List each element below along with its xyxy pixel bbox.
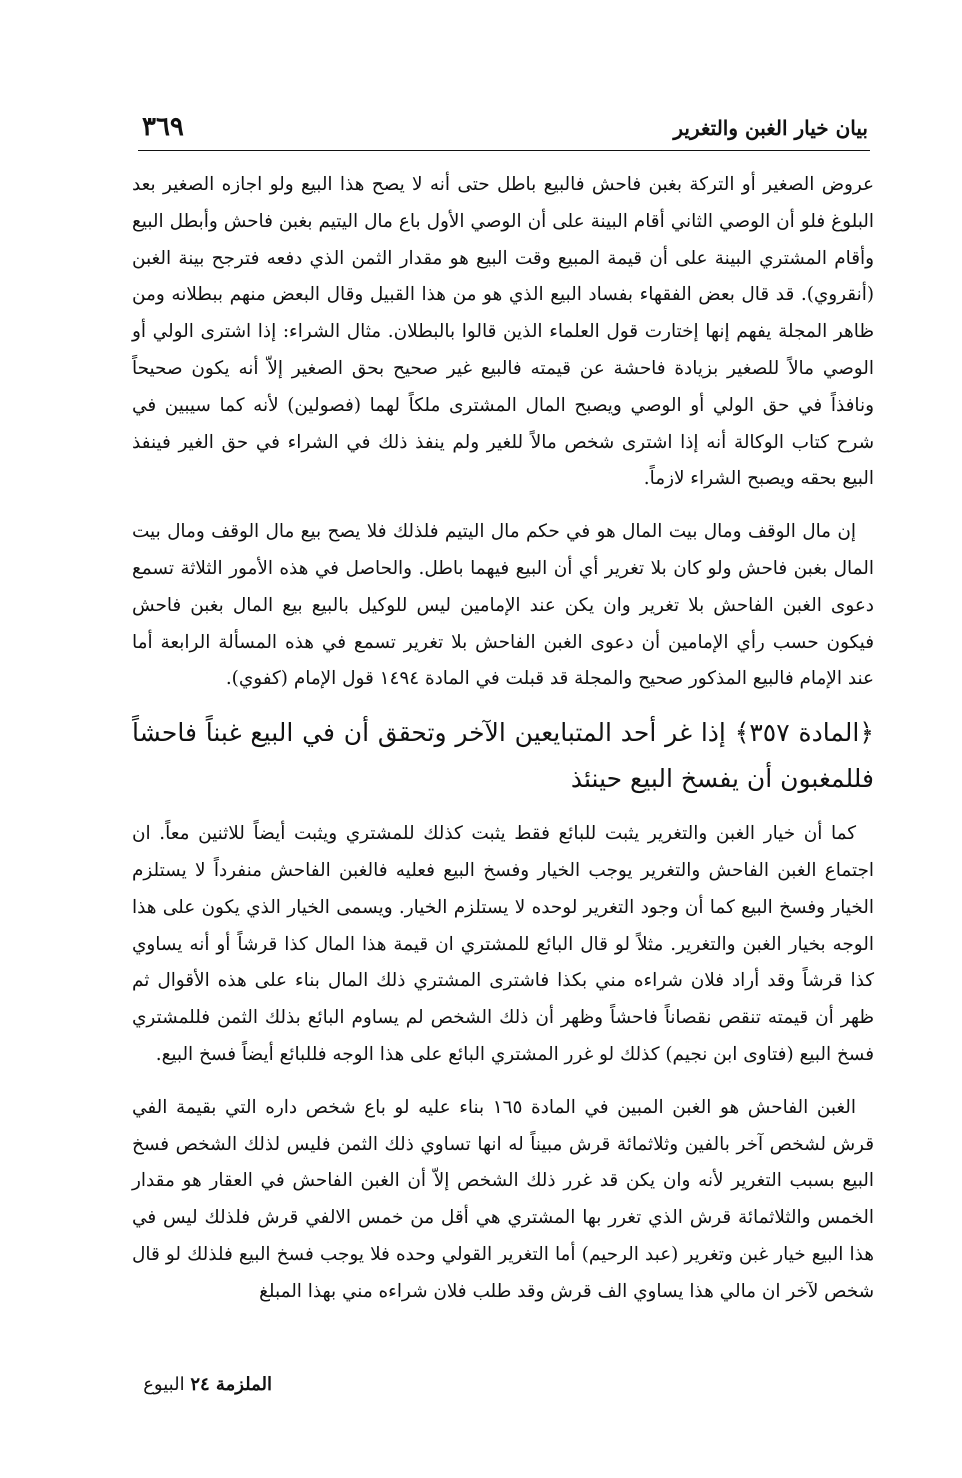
signature-title: البيوع	[143, 1374, 185, 1395]
paragraph-4: الغبن الفاحش هو الغبن المبين في المادة ١٦٥ بناء عليه لو باع شخص داره التي بقيمة الفي قرش لشخص آخر بالفين وثلاثمائة قرش مبيناً له انها تساوي ذلك الثمن فليس لذلك الشخص فسخ البيع بسبب التغرير لأنه وان يكن قد غرر ذلك الشخص إلاّ أن الغبن الفاحش في العقار هو مقدار الخمس والثلاثمائة قرش الذي تغرر بها المشتري هي أقل من خمس الالفي قرش فلذلك ليس في هذا البيع خيار غبن وتغرير (عبد الرحيم) أما التغرير القولي وحده فلا يوجب فسخ البيع فلذلك لو قال شخص لآخر ان مالي هذا يساوي الف قرش وقد طلب فلان شراءه مني بهذا المبلغ	[132, 1096, 874, 1302]
page-footer	[143, 1374, 272, 1395]
header-rule	[138, 150, 870, 151]
page-body	[132, 167, 874, 1311]
article-357-heading: ﴿المادة ٣٥٧﴾ إذا غر أحد المتبايعين الآخر وتحقق أن في البيع غبناً فاحشاً فللمغبون أن يفسخ البيع حينئذ	[132, 718, 874, 794]
signature-label: الملزمة ٢٤	[190, 1374, 272, 1395]
paragraph-2: إن مال الوقف ومال بيت المال هو في حكم مال اليتيم فلذلك فلا يصح بيع مال الوقف ومال بيت المال بغبن فاحش ولو كان بلا تغرير أي أن البيع فيهما باطل. والحاصل في هذه الأمور الثلاثة تسمع دعوى الغبن الفاحش بلا تغرير وان يكن عند الإمامين ليس للوكيل بالبيع بيع المال بغبن فاحش فيكون حسب رأي الإمامين أن دعوى الغبن الفاحش بلا تغرير تسمع في هذه المسألة الرابعة أما عند الإمام فالبيع المذكور صحيح والمجلة قد قبلت في المادة ١٤٩٤ قول الإمام (كفوي).	[132, 521, 874, 690]
page-header	[142, 112, 868, 150]
running-title: بيان خيار الغبن والتغرير	[673, 116, 868, 140]
paragraph-3: كما أن خيار الغبن والتغرير يثبت للبائع فقط يثبت كذلك للمشتري ويثبت أيضاً للاثنين معاً. ان اجتماع الغبن الفاحش والتغرير يوجب الخيار وفسخ البيع فعليه فالغبن الفاحش منفرداً لا يستلزم الخيار وفسخ البيع كما أن وجود التغرير لوحده لا يستلزم الخيار. ويسمى الخيار الذي يكون على هذا الوجه بخيار الغبن والتغرير. مثلاً لو قال البائع للمشتري ان قيمة هذا المال كذا قرشاً أو أنه يساوي كذا قرشاً وقد أراد فلان شراءه مني بكذا فاشترى المشتري ذلك المال بناء على هذه الأقوال ثم ظهر أن قيمته تنقص نقصاناً فاحشاً وظهر أن ذلك الشخص لم يساوم البائع بذلك الثمن فللمشتري فسخ البيع (فتاوى ابن نجيم) كذلك لو غرر المشتري البائع على هذا الوجه فللبائع أيضاً فسخ البيع.	[132, 823, 874, 1065]
paragraph-1: عروض الصغير أو التركة بغبن فاحش فالبيع باطل حتى أنه لا يصح هذا البيع ولو اجازه الصغير بعد البلوغ فلو أن الوصي الثاني أقام البينة على أن الوصي الأول باع مال اليتيم بغبن فاحش وأبطل البيع وأقام المشتري البينة على أن قيمة المبيع وقت البيع هو مقدار الثمن الذي دفعه فترجح بينة الغبن (أنقروي). قد قال بعض الفقهاء بفساد البيع الذي هو من هذا القبيل وقال البعض منهم ببطلانه ومن ظاهر المجلة يفهم إنها إختارت قول العلماء الذين قالوا بالبطلان. مثال الشراء: إذا اشترى الولي أو الوصي مالاً للصغير بزيادة فاحشة عن قيمته فالبيع غير صحيح بحق الصغير إلاّ أنه يكون صحيحاً ونافذاً في حق الولي أو الوصي ويصبح المال المشترى ملكاً لهما (فصولين) لأنه كما سيبين في شرح كتاب الوكالة أنه إذا اشترى شخص مالاً للغير ولم ينفذ ذلك في الشراء في حق الغير فينفذ البيع بحقه ويصبح الشراء لازماً.	[132, 174, 874, 490]
page-number: ٣٦٩	[142, 112, 184, 142]
